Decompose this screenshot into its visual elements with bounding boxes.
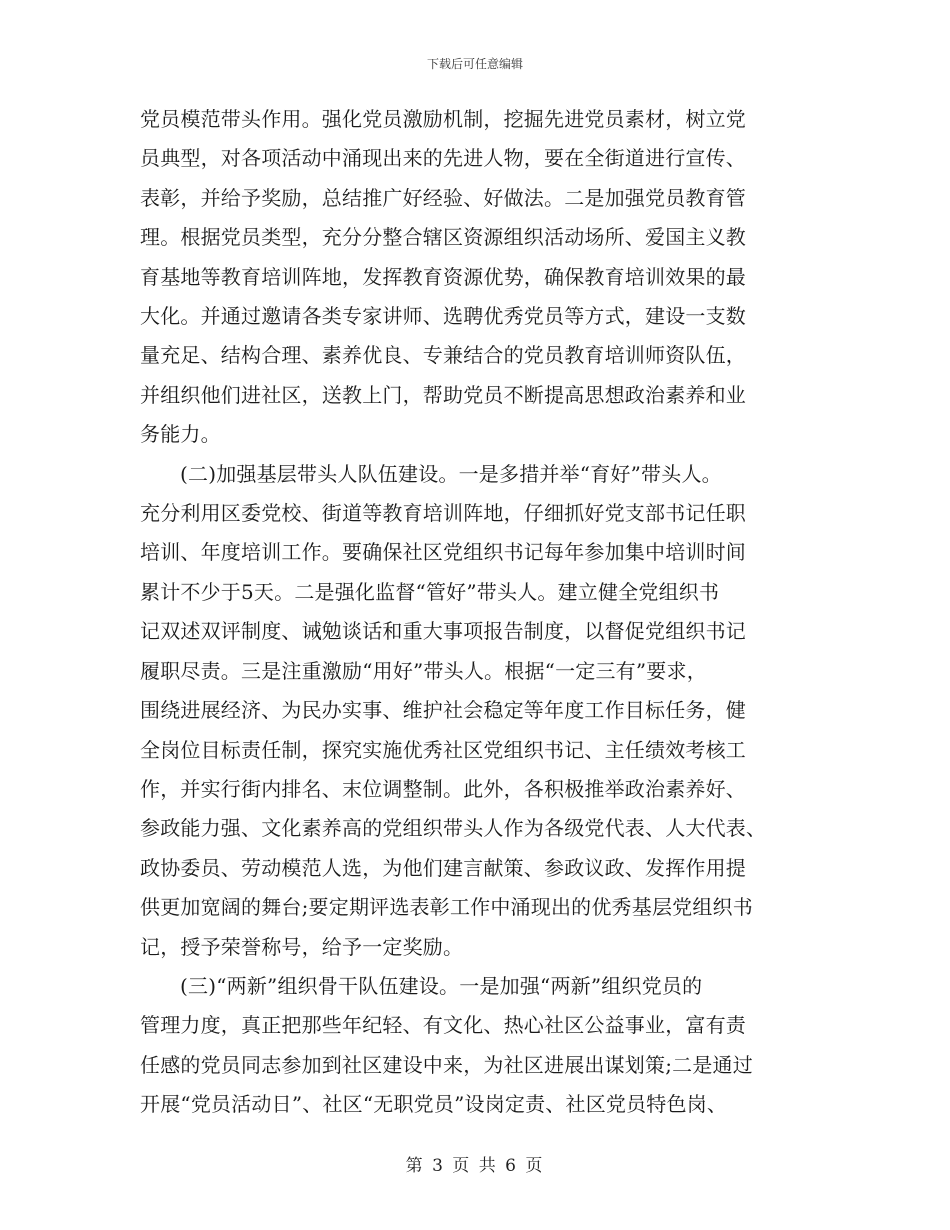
- text-line: 大化。并通过邀请各类专家讲师、选聘优秀党员等方式，建设一支数: [140, 304, 746, 329]
- text-line: 党员模范带头作用。强化党员激励机制，挖掘先进党员素材，树立党: [140, 107, 746, 131]
- text-line: 累计不少于5天。二是强化监督“管好”带头人。建立健全党组织书: [140, 579, 720, 604]
- text-line: 记双述双评制度、诫勉谈话和重大事项报告制度，以督促党组织书记: [140, 619, 746, 644]
- text-line: 全岗位目标责任制，探究实施优秀社区党组织书记、主任绩效考核工: [140, 737, 746, 762]
- text-line: 表彰，并给予奖励，总结推广好经验、好做法。二是加强党员教育管: [140, 185, 746, 210]
- text-line: 育基地等教育培训阵地，发挥教育资源优势，确保教育培训效果的最: [140, 264, 746, 289]
- text-line: 开展“党员活动日”、社区“无职党员”设岗定责、社区党员特色岗、: [140, 1092, 728, 1117]
- text-line: 参政能力强、文化素养高的党组织带头人作为各级党代表、人大代表、: [140, 816, 767, 841]
- document-body: [140, 100, 810, 1125]
- text-line: 培训、年度培训工作。要确保社区党组织书记每年参加集中培训时间: [140, 540, 746, 565]
- text-line: 政协委员、劳动模范人选，为他们建言献策、参政议政、发挥作用提: [140, 855, 746, 880]
- text-line: (三)“两新”组织骨干队伍建设。一是加强“两新”组织党员的: [180, 973, 703, 998]
- text-line: 供更加宽阔的舞台;要定期评选表彰工作中涌现出的优秀基层党组织书: [140, 895, 753, 920]
- page-header: 下载后可任意编辑: [426, 57, 523, 71]
- text-line: 理。根据党员类型，充分分整合辖区资源组织活动场所、爱国主义教: [140, 225, 746, 250]
- text-line: 量充足、结构合理、素养优良、专兼结合的党员教育培训师资队伍，: [140, 343, 746, 368]
- text-line: 务能力。: [140, 422, 221, 447]
- paragraph-1: [140, 100, 810, 455]
- text-line: 并组织他们进社区，送教上门，帮助党员不断提高思想政治素养和业: [140, 382, 746, 407]
- text-line: 管理力度，真正把那些年纪轻、有文化、热心社区公益事业，富有责: [140, 1013, 746, 1038]
- text-line: (二)加强基层带头人队伍建设。一是多措并举“育好”带头人。: [180, 461, 722, 486]
- paragraph-3: [140, 967, 810, 1125]
- text-line: 充分利用区委党校、街道等教育培训阵地，仔细抓好党支部书记任职: [140, 501, 746, 526]
- text-line: 记，授予荣誉称号，给予一定奖励。: [140, 934, 464, 959]
- page-number: 第 3 页 共 6 页: [405, 1156, 545, 1176]
- text-line: 围绕进展经济、为民办实事、维护社会稳定等年度工作目标任务，健: [140, 698, 746, 723]
- text-line: 任感的党员同志参加到社区建设中来，为社区进展出谋划策;二是通过: [140, 1052, 753, 1077]
- paragraph-2: [140, 455, 810, 967]
- text-line: 员典型，对各项活动中涌现出来的先进人物，要在全街道进行宣传、: [140, 146, 746, 171]
- text-line: 作，并实行街内排名、末位调整制。此外，各积极推举政治素养好、: [140, 776, 746, 801]
- text-line: 履职尽责。三是注重激励“用好”带头人。根据“一定三有”要求，: [140, 658, 707, 683]
